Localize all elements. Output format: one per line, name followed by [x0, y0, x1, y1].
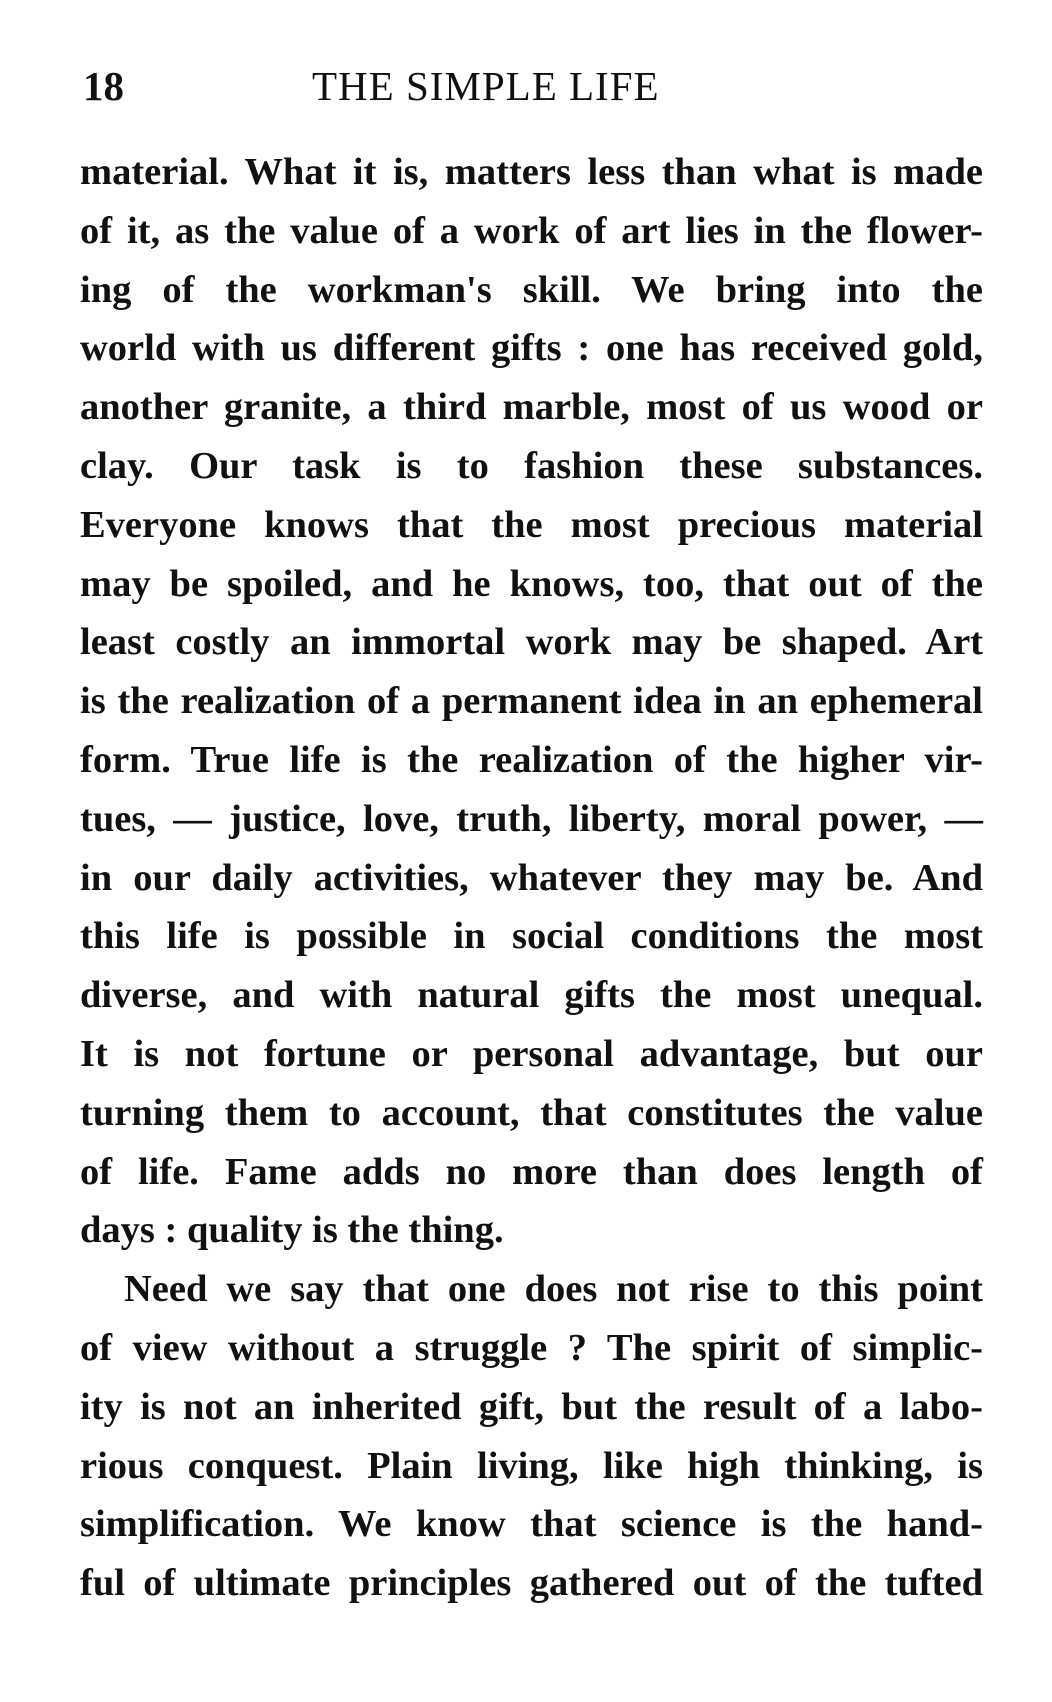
text-line: simplification. We know that science is the hand-: [80, 1503, 983, 1546]
text-line: material. What it is, matters less than what is made: [80, 151, 983, 193]
text-line: this life is possible in social conditions the most: [80, 915, 983, 958]
text-line: Everyone knows that the most precious material: [80, 503, 983, 546]
text-line: of view without a struggle ? The spirit of simplic-: [80, 1326, 983, 1369]
text-line: may be spoiled, and he knows, too, that out of the: [80, 562, 983, 605]
text-line: It is not fortune or personal advantage, but our: [80, 1032, 983, 1075]
text-line: another granite, a third marble, most of us wood or: [80, 386, 983, 429]
running-title: THE SIMPLE LIFE: [312, 63, 660, 109]
text-line: ful of ultimate principles gathered out of the tufted: [80, 1562, 983, 1605]
text-line: is the realization of a permanent idea in an ephemeral: [80, 680, 983, 723]
text-line: in our daily activities, whatever they may be. And: [80, 856, 983, 899]
text-line: of life. Fame adds no more than does length of: [80, 1150, 983, 1193]
text-line: least costly an immortal work may be shaped. Art: [80, 621, 983, 664]
text-line: Need we say that one does not rise to this point: [124, 1268, 983, 1311]
page-header: [80, 62, 983, 112]
text-line: turning them to account, that constitutes the value: [80, 1091, 983, 1134]
text-line: days : quality is the thing.: [80, 1209, 504, 1252]
text-line: ity is not an inherited gift, but the result of a labo-: [80, 1385, 983, 1428]
text-line: of it, as the value of a work of art lies in the flower-: [80, 209, 983, 252]
page-number: 18: [83, 63, 124, 109]
text-line: rious conquest. Plain living, like high thinking, is: [80, 1444, 983, 1487]
text-line: ing of the workman's skill. We bring into the: [80, 268, 983, 311]
text-line: diverse, and with natural gifts the most unequal.: [80, 974, 983, 1017]
text-line: clay. Our task is to fashion these substances.: [80, 444, 983, 487]
text-line: world with us different gifts : one has received gold,: [80, 327, 983, 370]
page-body: [80, 143, 983, 1613]
text-line: form. True life is the realization of the higher vir-: [80, 738, 983, 781]
text-line: tues, — justice, love, truth, liberty, moral power, —: [80, 797, 983, 840]
